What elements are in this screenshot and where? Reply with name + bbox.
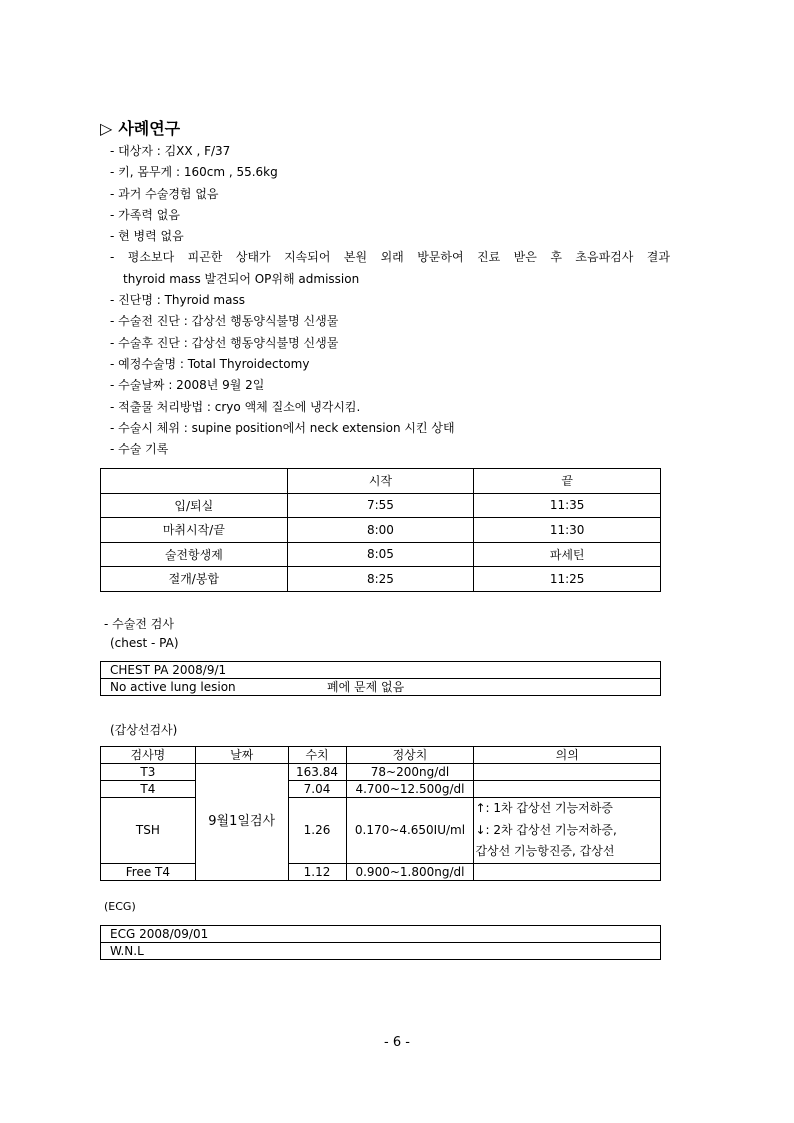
table-cell: 7:55: [287, 493, 474, 518]
table-cell: 1.12: [288, 863, 346, 880]
patient-info-list: [110, 141, 670, 460]
table-cell: CHEST PA 2008/9/1: [101, 662, 661, 679]
tsh-meaning-cell: [474, 798, 661, 864]
table-row: [101, 781, 661, 798]
table-cell: 7.04: [288, 781, 346, 798]
info-line: - 과거 수술경험 없음: [110, 186, 219, 201]
table-header-row: [101, 747, 661, 764]
table-row: [101, 679, 661, 696]
info-line: - 진단명 : Thyroid mass: [110, 293, 245, 308]
info-line: - 수술날짜 : 2008년 9월 2일: [110, 378, 265, 393]
table-cell: 술전항생제: [101, 542, 288, 567]
meaning-line: 갑상선 기능항진증, 갑상선: [475, 844, 615, 858]
table-cell: 마취시작/끝: [101, 518, 288, 543]
table-cell: 1.26: [288, 798, 346, 864]
table-header-row: [101, 469, 661, 494]
table-row: [101, 863, 661, 880]
table-cell: 파세틴: [474, 542, 661, 567]
info-line: thyroid mass 발견되어 OP위해 admission: [123, 271, 360, 286]
table-header-cell: 수치: [288, 747, 346, 764]
table-cell: [474, 781, 661, 798]
info-line: - 대상자 : 김XX , F/37: [110, 144, 231, 158]
chest-label: (chest - PA): [110, 636, 179, 650]
table-cell: 입/퇴실: [101, 493, 288, 518]
table-header-cell: 정상치: [346, 747, 474, 764]
table-cell: 8:05: [287, 542, 474, 567]
table-header-cell: 검사명: [101, 747, 196, 764]
table-cell: T4: [101, 781, 196, 798]
chest-result-en: No active lung lesion: [110, 680, 236, 694]
table-cell: 78~200ng/dl: [346, 764, 474, 781]
table-cell: [101, 679, 661, 696]
table-cell: 4.700~12.500g/dl: [346, 781, 474, 798]
page-number: - 6 -: [384, 1035, 410, 1050]
chest-result-ko: 폐에 문제 없음: [327, 680, 405, 694]
chest-pa-table: [100, 661, 661, 696]
table-row: [101, 798, 661, 864]
table-cell: 163.84: [288, 764, 346, 781]
table-cell: TSH: [101, 798, 196, 864]
info-line: - 가족력 없음: [110, 207, 180, 222]
table-cell: [474, 863, 661, 880]
info-line: - 수술시 체위 : supine position에서 neck extension 시킨 상태: [110, 420, 455, 435]
ecg-table: [100, 925, 661, 960]
info-line: - 수술 기록: [110, 442, 169, 457]
table-row: [101, 764, 661, 781]
table-cell: 절개/봉합: [101, 567, 288, 592]
info-line: - 평소보다 피곤한 상태가 지속되어 본원 외래 방문하여 진료 받은 후 초음파검사 결과: [110, 250, 670, 265]
section-title-text: 사례연구: [118, 119, 181, 138]
table-cell: 8:00: [287, 518, 474, 543]
table-header-cell: [101, 469, 288, 494]
ecg-label: (ECG): [104, 900, 136, 913]
table-cell: 11:25: [474, 567, 661, 592]
table-cell: ECG 2008/09/01: [101, 926, 661, 943]
table-row: [101, 493, 661, 518]
table-header-cell: 시작: [287, 469, 474, 494]
info-line: - 적출물 처리방법 : cryo 액체 질소에 냉각시킴.: [110, 399, 361, 414]
table-row: [101, 518, 661, 543]
table-cell: W.N.L: [101, 943, 661, 960]
info-line: - 수술후 진단 : 갑상선 행동양식불명 신생물: [110, 335, 339, 350]
table-row: [101, 542, 661, 567]
test-date-cell: 9월1일검사: [195, 764, 288, 881]
section-title: [100, 116, 180, 139]
info-line: - 수술전 진단 : 갑상선 행동양식불명 신생물: [110, 314, 339, 329]
table-cell: Free T4: [101, 863, 196, 880]
thyroid-label: (갑상선검사): [110, 723, 178, 737]
preop-exam-label: - 수술전 검사: [104, 617, 174, 631]
table-row: [101, 567, 661, 592]
table-row: [101, 662, 661, 679]
surgery-record-table: [100, 468, 661, 592]
info-line: - 예정수술명 : Total Thyroidectomy: [110, 356, 310, 371]
table-cell: 11:30: [474, 518, 661, 543]
table-cell: 8:25: [287, 567, 474, 592]
info-line: - 키, 몸무게 : 160cm , 55.6kg: [110, 165, 278, 180]
table-cell: 0.900~1.800ng/dl: [346, 863, 474, 880]
table-cell: 0.170~4.650IU/ml: [346, 798, 474, 864]
thyroid-test-table: [100, 746, 661, 881]
meaning-line: ↓: 2차 갑상선 기능저하증,: [475, 822, 617, 837]
table-header-cell: 끝: [474, 469, 661, 494]
meaning-line: ↑: 1차 갑상선 기능저하증: [475, 801, 613, 815]
table-header-cell: 날짜: [195, 747, 288, 764]
table-cell: T3: [101, 764, 196, 781]
table-cell: 11:35: [474, 493, 661, 518]
table-row: [101, 926, 661, 943]
table-row: [101, 943, 661, 960]
info-line: - 현 병력 없음: [110, 229, 184, 244]
triangle-marker-icon: ▷: [100, 119, 113, 138]
table-cell: [474, 764, 661, 781]
table-header-cell: 의의: [474, 747, 661, 764]
